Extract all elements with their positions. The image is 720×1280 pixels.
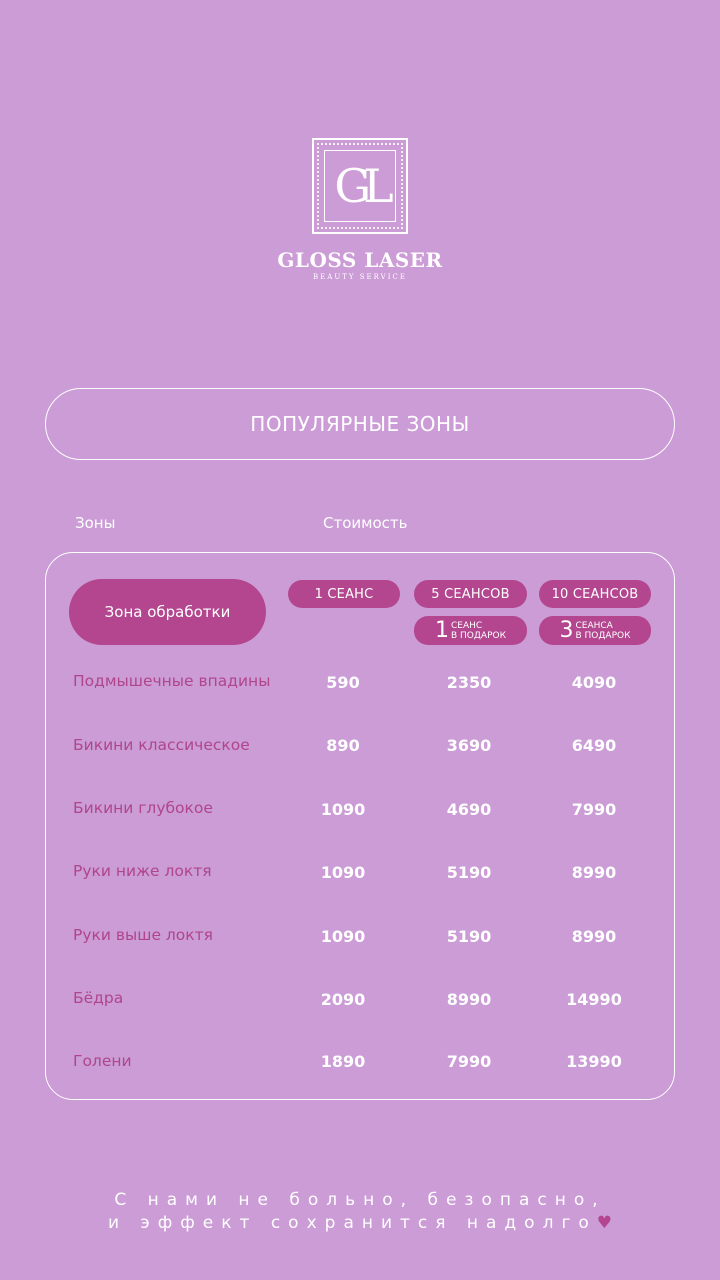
price-1-session: 590 [326,673,360,692]
brand-subtitle: BEAUTY SERVICE [313,273,407,281]
gift-line2: В ПОДАРОК [575,630,631,641]
logo-monogram: GL [334,159,386,213]
price-5-sessions: 3690 [446,736,492,755]
gift-text [576,621,631,641]
logo-frame [312,138,408,234]
package-10-sessions: 10 СЕАНСОВ [539,580,651,608]
price-1-session: 1090 [320,800,366,819]
price-1-session: 2090 [320,990,366,1009]
gift-line2: В ПОДАРОК [451,630,506,641]
price-5-sessions: 5190 [446,863,492,882]
slogan-line-2-text: и эффект сохранится надолго [107,1213,597,1233]
package-1-session: 1 СЕАНС [288,580,400,608]
gift-badge-5 [414,616,527,645]
price-10-sessions: 6490 [571,736,617,755]
price-10-sessions: 14990 [566,990,622,1009]
price-10-sessions: 13990 [566,1052,622,1071]
brand-name: GLOSS LASER [277,248,443,272]
slogan-line-2 [0,1211,720,1235]
row-zone-name: Голени [73,1052,132,1070]
logo [0,138,720,281]
row-zone-name: Бикини классическое [73,736,250,754]
price-1-session: 1090 [320,863,366,882]
row-zone-name: Бёдра [73,989,124,1007]
row-zone-name: Руки выше локтя [73,926,214,944]
price-10-sessions: 4090 [571,673,617,692]
price-5-sessions: 5190 [446,927,492,946]
price-10-sessions: 7990 [571,800,617,819]
zone-header-pill: Зона обработки [69,579,266,645]
heart-icon: ♥ [596,1213,613,1233]
slogan-line-1: С нами не больно, безопасно, [114,1190,606,1210]
price-1-session: 1090 [320,927,366,946]
gift-number: 1 [435,617,449,643]
price-5-sessions: 8990 [446,990,492,1009]
price-1-session: 890 [326,736,360,755]
gift-badge-10 [539,616,651,645]
gift-text [451,621,506,641]
price-1-session: 1890 [320,1052,366,1071]
gift-line1: СЕАНС [451,620,483,631]
price-10-sessions: 8990 [571,927,617,946]
price-5-sessions: 4690 [446,800,492,819]
gift-line1: СЕАНСА [575,620,613,631]
row-zone-name: Подмышечные впадины [73,672,271,690]
price-5-sessions: 7990 [446,1052,492,1071]
price-10-sessions: 8990 [571,863,617,882]
row-zone-name: Руки ниже локтя [73,862,212,880]
gift-number: 3 [559,617,574,643]
price-5-sessions: 2350 [446,673,492,692]
section-title: ПОПУЛЯРНЫЕ ЗОНЫ [45,388,675,460]
zones-column-label: Зоны [75,514,116,532]
package-5-sessions: 5 СЕАНСОВ [414,580,527,608]
cost-column-label: Стоимость [323,514,408,532]
row-zone-name: Бикини глубокое [73,799,213,817]
